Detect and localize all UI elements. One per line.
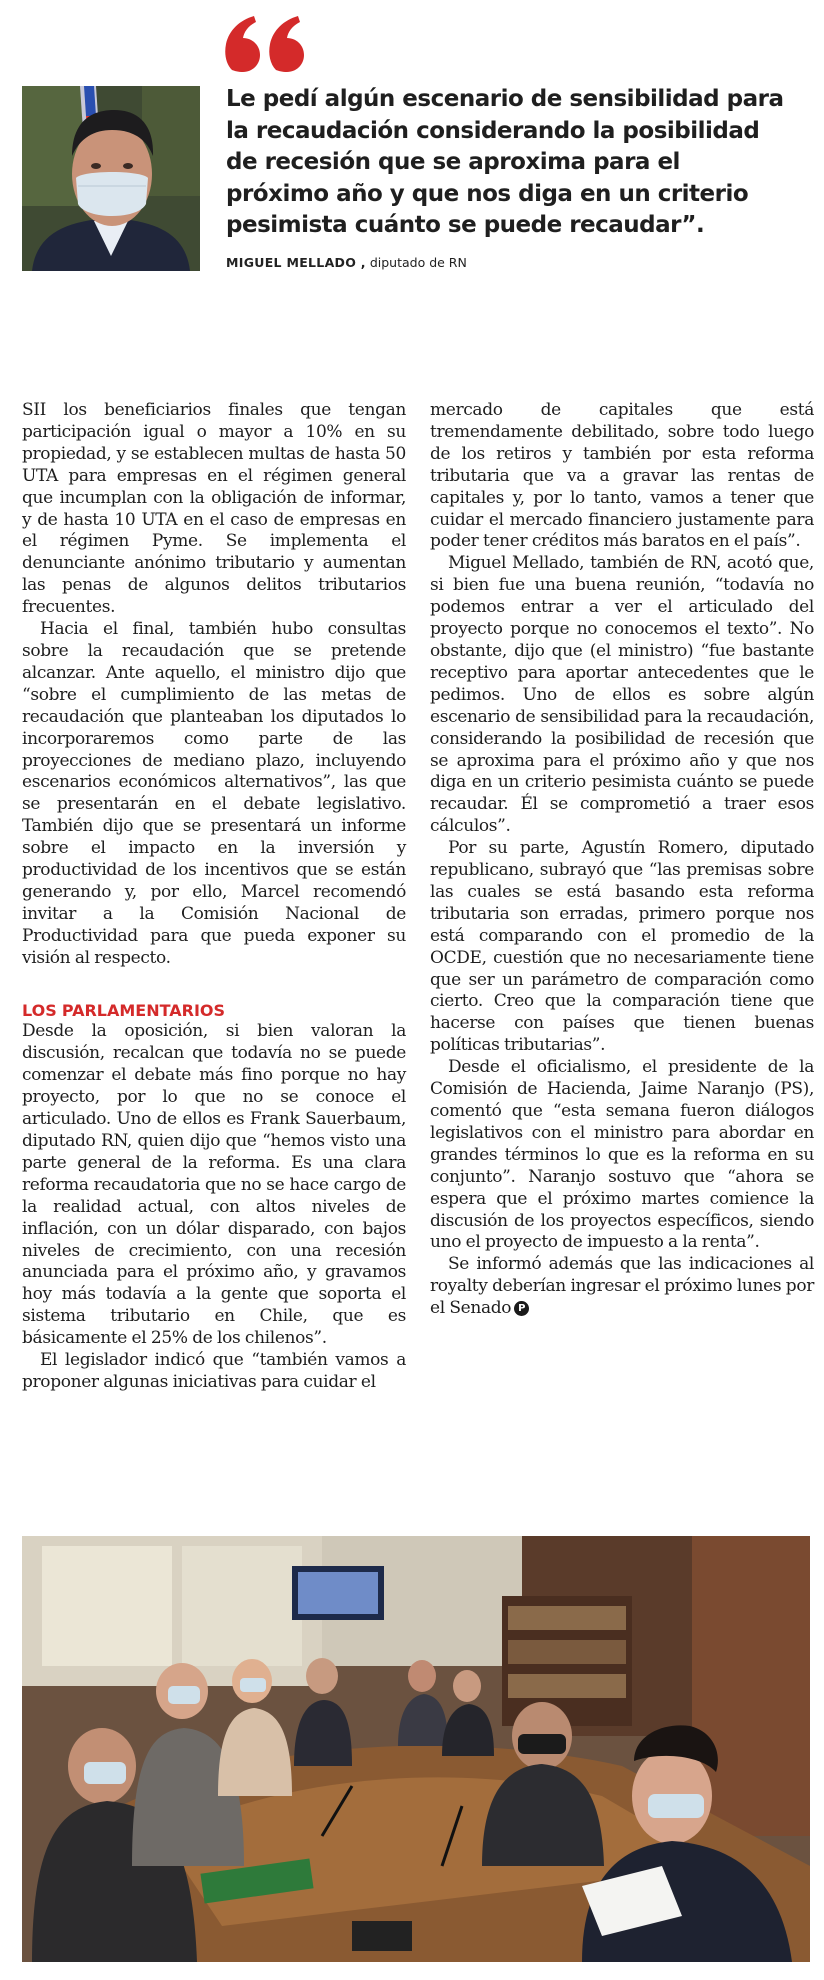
pull-quote-text: Le pedí algún escenario de sensibilidad para la recaudación considerando la posibilidad de recesión que se aproxima para el próximo año y que nos diga en un criterio pesimista cuánto se puede recaudar”. [226,86,784,238]
quote-attribution [226,255,786,270]
portrait-photo [22,86,200,271]
end-of-article-icon: P [514,1301,529,1316]
paragraph: Hacia el final, también hubo consultas sobre la recaudación que se pretende alcanzar. Ante aquello, el ministro dijo que “sobre el cumplimiento de las metas de recaudación que planteaban los diputados lo incorporaremos como parte de las proyecciones de mediano plazo, incluyendo escenarios económicos alternativos”, las que se presentarán en el debate legislativo. También dijo que se presentará un informe sobre el impacto en la inversión y productividad de los incentivos que se están generando y, por ello, Marcel recomendó invitar a la Comisión Nacional de Productividad para que pueda exponer su visión al respecto. [22,619,406,968]
article-column-left [22,400,406,1394]
paragraph: Desde el oficialismo, el presidente de la Comisión de Hacienda, Jaime Naranjo (PS), comentó que “esta semana fueron diálogos legislativos con el ministro para abordar en grandes términos lo que es la reforma en su conjunto”. Naranjo sostuvo que “ahora se espera que el próximo martes comience la discusión de los proyectos específicos, siendo uno el proyecto de impuesto a la renta”. [430,1057,814,1253]
paragraph: SII los beneficiarios finales que tengan participación igual o mayor a 10% en su propiedad, y se establecen multas de hasta 50 UTA para empresas en el régimen general que incumplan con la obligación de informar, y de hasta 10 UTA en el caso de empresas en el régimen Pyme. Se implementa el denunciante anónimo tributario y aumentan las penas de algunos delitos tributarios frecuentes. [22,400,406,618]
paragraph: mercado de capitales que está tremendamente debilitado, sobre todo luego de los retiros y también por esta reforma tributaria que va a gravar las rentas de capitales y, por lo tanto, vamos a tener que cuidar el mercado financiero justamente para poder tener créditos más baratos en el país”. [430,400,814,552]
paragraph-final [430,1254,814,1320]
paragraph: Miguel Mellado, también de RN, acotó que, si bien fue una buena reunión, “todavía no podemos entrar a ver el articulado del proyecto porque no conocemos el texto”. No obstante, dijo que (el ministro) “fue bastante receptivo para aportar antecedentes que le pedimos. Uno de ellos es sobre algún escenario de sensibilidad para la recaudación, considerando la posibilidad de recesión que se aproxima para el próximo año y que nos diga en un criterio pesimista cuánto se puede recaudar. Él se comprometió a traer esos cálculos”. [430,553,814,837]
paragraph: Por su parte, Agustín Romero, diputado republicano, subrayó que “las premisas sobre las cuales se está basando esta reforma tributaria son erradas, primero porque nos está comparando con el promedio de la OCDE, cuestión que no necesariamente tiene que ser un parámetro de comparación como cierto. Creo que la comparación tiene que hacerse con países que tienen buenas políticas tributarias”. [430,838,814,1056]
article-column-right [430,400,814,1320]
section-subhead: LOS PARLAMENTARIOS [22,1000,226,1020]
meeting-photo [22,1536,810,1962]
paragraph-final-text: Se informó además que las indicaciones al royalty deberían ingresar el próximo lunes por el Senado [430,1254,814,1319]
quote-mark-icon [224,14,312,72]
paragraph: Desde la oposición, si bien valoran la discusión, recalcan que todavía no se puede comenzar el debate más fino porque no hay proyecto, por lo que no se conoce el articulado. Uno de ellos es Frank Sauerbaum, diputado RN, quien dijo que “hemos visto una parte general de la reforma. Es una clara reforma recaudatoria que no se hace cargo de la realidad actual, con altos niveles de inflación, con un dólar disparado, con bajos niveles de crecimiento, con una recesión anunciada para el próximo año, y gravamos hoy más todavía a la gente que soporta el sistema tributario en Chile, que es básicamente el 25% de los chilenos”. [22,1021,406,1349]
paragraph: El legislador indicó que “también vamos a proponer algunas iniciativas para cuidar el [22,1350,406,1392]
quote-author-name: MIGUEL MELLADO , [226,255,366,270]
quote-author-role: diputado de RN [365,255,467,270]
